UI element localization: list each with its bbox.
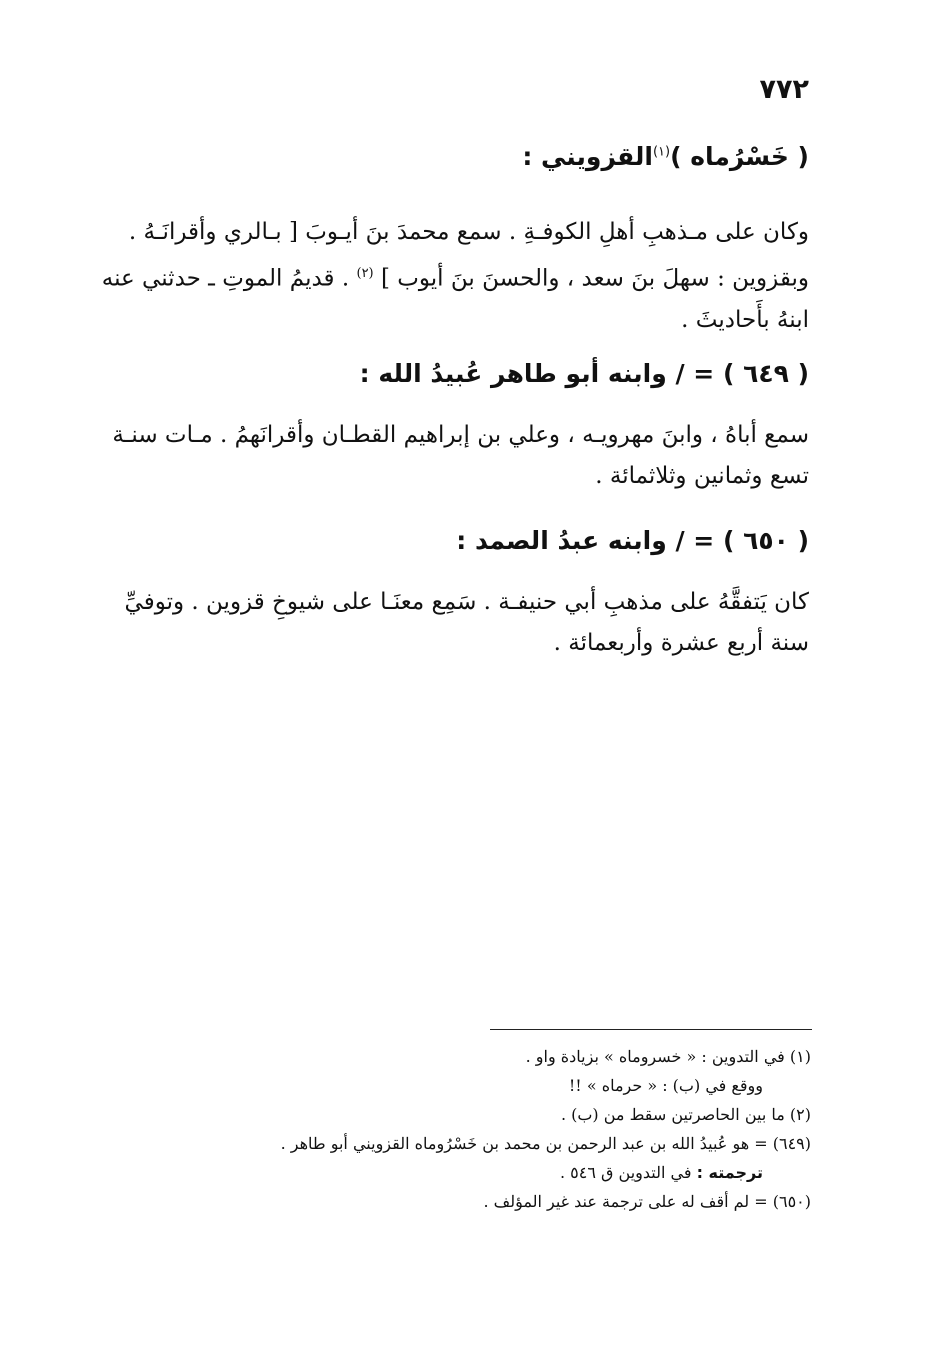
entry-body-khasromah — [101, 212, 809, 341]
entry-heading-649: ( ٦٤٩ ) = / وابنه أبو طاهر عُبيدُ الله : — [359, 359, 809, 388]
footnote-label: ترجمته : — [696, 1163, 763, 1182]
heading-nisba: القزويني : — [522, 142, 653, 171]
footnote: (١) في التدوين : « خسروماه » بزيادة واو . — [525, 1047, 811, 1066]
body-line: ابنهُ بأَحاديثَ . — [681, 306, 809, 333]
heading-name: ( خَسْرُماه ) — [670, 142, 809, 171]
entry-body-650 — [118, 582, 809, 664]
body-line: كان يَتفقَّهُ على مذهبِ أبي حنيفـة . سَمِع معنَـا على شيوخِ قزوين . وتوفيِّ — [124, 589, 809, 615]
body-line: وكان على مـذهبِ أهلِ الكوفـةِ . سمع محمدَ بنَ أيـوبَ [ بـالري وأقرانَـهُ . — [128, 219, 809, 245]
footnote-ref-1: (١) — [652, 144, 671, 160]
body-line: تسع وثمانين وثلاثمائة . — [595, 463, 809, 489]
footnote: (٦٤٩) = هو عُبيدُ الله بن عبد الرحمن بن محمد بن خَسْرُوماه القزويني أبو طاهر . — [280, 1134, 811, 1153]
entry-body-649 — [112, 415, 809, 497]
footnote: ووقع في (ب) : « حرماه » !! — [568, 1076, 763, 1095]
body-line: سنة أربع عشرة وأربعمائة . — [553, 630, 809, 656]
entry-heading-650: ( ٦٥٠ ) = / وابنه عبدُ الصمد : — [456, 526, 809, 555]
footnote: ترجمته : في التدوين ق ٥٤٦ . — [559, 1163, 763, 1182]
footnote-divider — [490, 1029, 812, 1030]
page-number: ٧٧٢ — [759, 74, 809, 105]
body-line: سمع أباهُ ، وابنَ مهرويـه ، وعلي بن إبراهيم القطـان وأقرانَهمُ . مـات سنـة — [112, 422, 809, 448]
footnote: (٢) ما بين الحاصرتين سقط من (ب) . — [560, 1105, 811, 1124]
footnote: (٦٥٠) = لم أقف له على ترجمة عند غير المؤلف . — [483, 1192, 811, 1211]
footnote-ref-2: (٢) — [356, 266, 374, 281]
footnotes — [120, 1042, 811, 1216]
body-line: وبقزوين : سهلَ بنَ سعد ، والحسنَ بنَ أيوب ] $^{(٢)}$ . قديمُ الموتِ ـ حدثني عنه — [101, 265, 809, 292]
entry-heading-khasromah — [120, 142, 809, 171]
